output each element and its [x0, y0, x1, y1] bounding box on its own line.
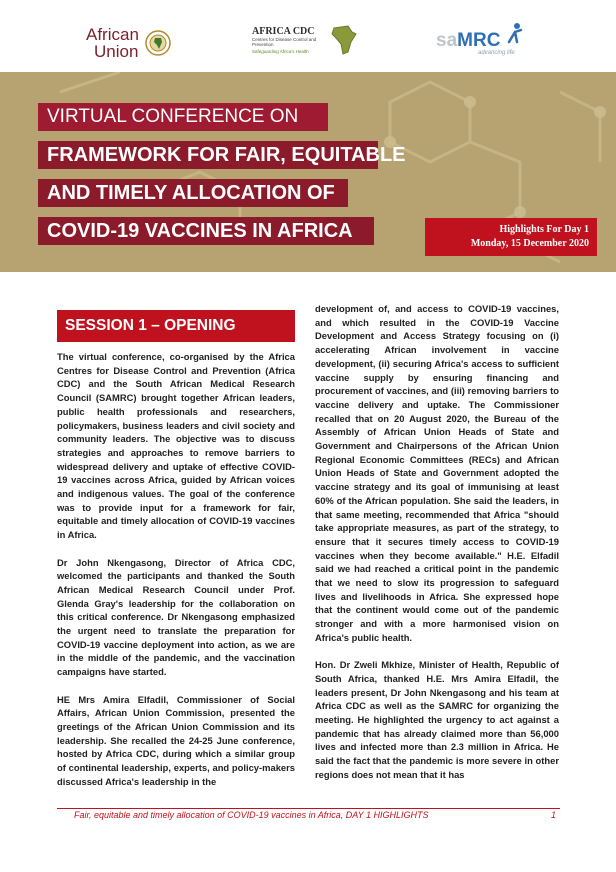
title-line-1: VIRTUAL CONFERENCE ON — [38, 103, 328, 131]
highlights-label: Highlights For Day 1 — [499, 224, 589, 235]
page-number: 1 — [551, 810, 557, 820]
paragraph-strategy: development of, and access to COVID-19 vaccines, and which resulted in the COVID-19 Vaccine Development and Access Strategy focusing on (i) accelerating African involvement in vaccine development, (ii) securing Africa's access to sufficient vaccine supply by ensuring financing and procurement of vaccines, and (iii) removing barriers to vaccine delivery and uptake. The Commissioner recalled that on 20 August 2020, the Bureau of the Assembly of African Union Heads of State and Government and Chairpersons of the African Union Regional Economic Committees (RECs) and African Union Heads of State and Government adopted the vaccine strategy and its goal of immunising at least 60% of the African population. She said the leaders, in that same meeting, recommended that Africa "should take appropriate measures, as part of the strategy, to ensure that it secures timely access to COVID-19 vaccines when they become available." H.E. Elfadil said we had reached a critical point in the pandemic that we need to slow its progression to safeguard lives and livelihoods in Africa. She expressed hope that the continent would come out of the pandemic stronger and with a more harmonised vision on Africa's public health. — [315, 303, 559, 643]
samrc-logo — [436, 30, 515, 56]
title-line-4: COVID-19 VACCINES IN AFRICA — [38, 217, 374, 245]
au-logo-line2: Union — [94, 42, 139, 61]
footer-text: Fair, equitable and timely allocation of COVID-19 vaccines in Africa, DAY 1 HIGHLIGHTS — [74, 810, 429, 820]
cdc-subtitle: Centres for Disease Control and Prevention — [252, 37, 317, 47]
cdc-title: AFRICA CDC — [252, 26, 315, 37]
paragraph-elfadil: HE Mrs Amira Elfadil, Commissioner of Social Affairs, African Union Commission, presented the greetings of the African Union Commission and its leadership. She recalled the 24-25 June conference, hosted by Africa CDC, during which a similar group of continental leadership, experts, and policy-makers discussed Africa's leadership in the — [57, 693, 295, 787]
left-column — [57, 350, 295, 802]
title-line-2: FRAMEWORK FOR FAIR, EQUITABLE — [38, 141, 378, 169]
footer-rule — [57, 808, 560, 809]
person-figure-icon — [506, 22, 524, 44]
highlights-box — [425, 218, 597, 256]
session-heading: SESSION 1 – OPENING — [57, 310, 295, 342]
highlights-date: Monday, 15 December 2020 — [470, 238, 589, 249]
samrc-tagline: advancing life — [478, 50, 515, 56]
right-column — [315, 302, 559, 795]
samrc-mrc: MRC — [457, 30, 501, 51]
paragraph-mkhize: Hon. Dr Zweli Mkhize, Minister of Health, Republic of South Africa, thanked H.E. Mrs Amira Elfadil, the leaders present, Dr John Nkengasong and his team at Africa CDC as well as the SAMRC for organizing the meeting. He highlighted the urgency to act against a pandemic that has already claimed more than 56,000 lives and infected more than 2.3 million in Africa. He said the fact that the pandemic is more severe in other regions does not mean that it has — [315, 659, 559, 780]
au-emblem-icon — [145, 30, 171, 56]
africa-map-icon — [330, 22, 358, 56]
samrc-sa: sa — [436, 30, 458, 51]
paragraph-intro: The virtual conference, co-organised by the Africa Centres for Disease Control and Prevention (Africa CDC) and the South African Medical Research Council (SAMRC) brought together African leaders, public health professionals and researchers, policymakers, business leaders and civil society and community leaders. The objective was to discuss strategies and approaches to remove barriers to widespread delivery and uptake of effective COVID-19 vaccines across Africa, guided by African voices and indigenous values. The goal of the conference was to provide input for a framework for fair, equitable and timely allocation of COVID-19 vaccines in Africa. — [57, 351, 295, 541]
title-line-3: AND TIMELY ALLOCATION OF — [38, 179, 348, 207]
au-logo-line1: African — [86, 25, 139, 44]
logo-bar — [0, 0, 616, 72]
cdc-tagline: Safeguarding Africa's Health — [252, 49, 309, 54]
african-union-logo — [86, 26, 139, 60]
paragraph-nkengasong: Dr John Nkengasong, Director of Africa CDC, welcomed the participants and thanked the South African Medical Research Council under Prof. Glenda Gray's leadership for the collaboration on this critical conference. Dr Nkengasong emphasized the urgent need to translate the preparation for COVID-19 vaccine deployment into action, as we are in the middle of the pandemic, and the vaccination campaigns have started. — [57, 556, 295, 678]
